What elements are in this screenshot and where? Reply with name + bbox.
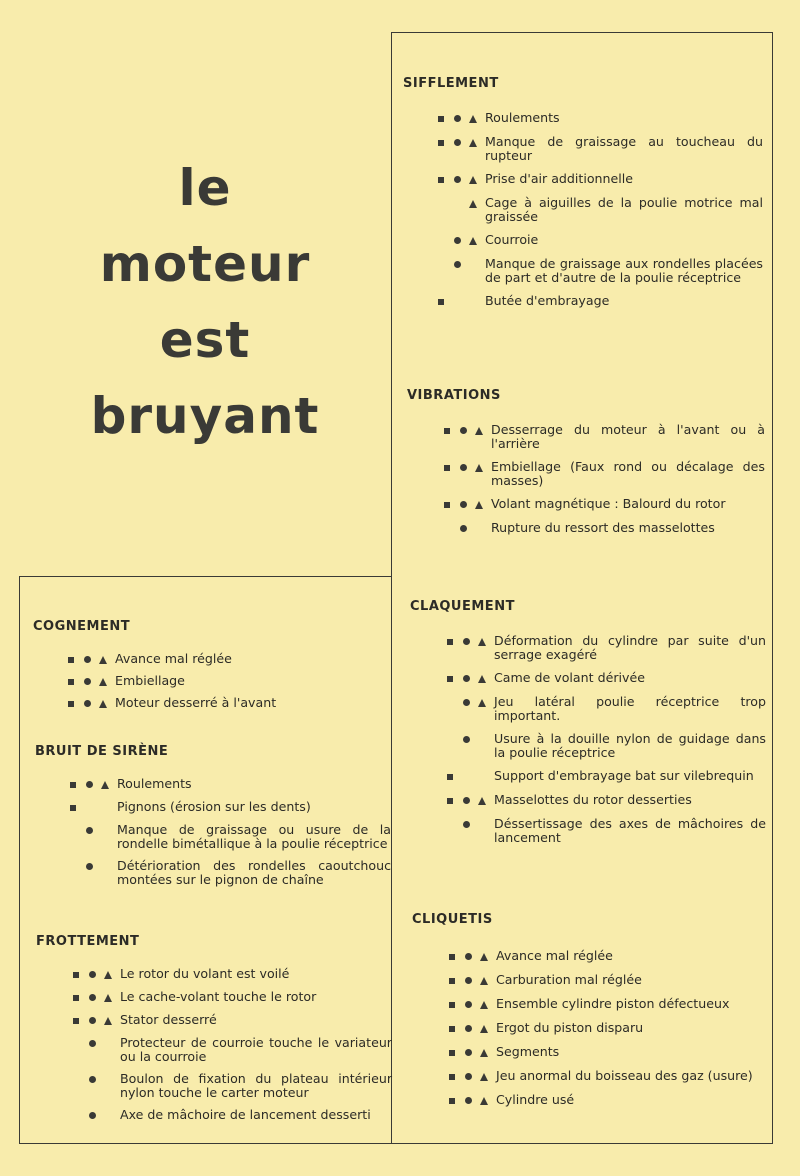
section-cliquetis xyxy=(412,912,768,1117)
section-bruit-de-sirene xyxy=(35,744,391,895)
title-line: est xyxy=(159,311,251,369)
symbol-group xyxy=(433,135,481,150)
triangle-symbol-icon xyxy=(474,695,490,710)
triangle-symbol-icon xyxy=(471,497,487,512)
list-item xyxy=(407,460,765,488)
square-symbol-icon xyxy=(433,294,449,309)
symbol-placeholder xyxy=(458,769,474,784)
item-text: Cylindre usé xyxy=(496,1092,575,1107)
circle-symbol-icon xyxy=(460,997,476,1012)
circle-symbol-icon xyxy=(460,949,476,964)
symbol-group xyxy=(444,973,492,988)
item-text: Embiellage (Faux rond ou décalage des masses) xyxy=(491,459,765,488)
list-item xyxy=(410,695,766,723)
item-text: Cage à aiguilles de la poulie motrice mal graissée xyxy=(485,195,763,224)
item-text: Le rotor du volant est voilé xyxy=(120,966,290,981)
symbol-placeholder xyxy=(474,732,490,747)
symbol-group xyxy=(65,859,113,874)
symbol-group xyxy=(442,695,490,710)
list-item xyxy=(412,1021,768,1036)
symbol-group xyxy=(444,1045,492,1060)
list-item xyxy=(410,634,766,662)
symbol-group xyxy=(442,671,490,686)
circle-symbol-icon xyxy=(79,674,95,689)
circle-symbol-icon xyxy=(81,823,97,838)
circle-symbol-icon xyxy=(458,732,474,747)
list-item xyxy=(33,674,385,689)
triangle-symbol-icon xyxy=(476,1021,492,1036)
list-item xyxy=(410,793,766,808)
item-text: Masselottes du rotor desserties xyxy=(494,792,692,807)
list-item xyxy=(412,997,768,1012)
symbol-placeholder xyxy=(65,859,81,874)
symbol-group xyxy=(65,800,113,815)
symbol-placeholder xyxy=(100,1036,116,1051)
section-heading: CLIQUETIS xyxy=(412,912,493,927)
square-symbol-icon xyxy=(442,671,458,686)
item-text: Prise d'air additionnelle xyxy=(485,171,634,186)
section-vibrations xyxy=(407,388,765,545)
square-symbol-icon xyxy=(444,973,460,988)
circle-symbol-icon xyxy=(460,1093,476,1108)
circle-symbol-icon xyxy=(84,1013,100,1028)
square-symbol-icon xyxy=(68,1013,84,1028)
symbol-group xyxy=(68,990,116,1005)
circle-symbol-icon xyxy=(81,859,97,874)
list-item xyxy=(412,973,768,988)
triangle-symbol-icon xyxy=(97,777,113,792)
item-text: Butée d'embrayage xyxy=(485,293,610,308)
square-symbol-icon xyxy=(65,800,81,815)
triangle-symbol-icon xyxy=(476,997,492,1012)
triangle-symbol-icon xyxy=(465,233,481,248)
item-text: Jeu anormal du boisseau des gaz (usure) xyxy=(496,1068,753,1083)
item-text: Boulon de fixation du plateau intérieur nylon touche le carter moteur xyxy=(120,1071,392,1100)
symbol-placeholder xyxy=(442,695,458,710)
symbol-group xyxy=(442,732,490,747)
triangle-symbol-icon xyxy=(465,135,481,150)
section-heading: SIFFLEMENT xyxy=(403,76,499,91)
item-text: Desserrage du moteur à l'avant ou à l'arrière xyxy=(491,422,765,451)
square-symbol-icon xyxy=(442,769,458,784)
circle-symbol-icon xyxy=(458,817,474,832)
list-item xyxy=(403,294,763,309)
list-item xyxy=(36,967,392,982)
circle-symbol-icon xyxy=(84,1072,100,1087)
circle-symbol-icon xyxy=(449,233,465,248)
item-text: Déssertissage des axes de mâchoires de lancement xyxy=(494,816,766,845)
symbol-group xyxy=(444,997,492,1012)
triangle-symbol-icon xyxy=(465,111,481,126)
square-symbol-icon xyxy=(63,696,79,711)
square-symbol-icon xyxy=(433,111,449,126)
list-item xyxy=(403,257,763,285)
triangle-symbol-icon xyxy=(100,1013,116,1028)
symbol-group xyxy=(439,497,487,512)
square-symbol-icon xyxy=(63,652,79,667)
circle-symbol-icon xyxy=(458,671,474,686)
square-symbol-icon xyxy=(444,997,460,1012)
list-item xyxy=(403,196,763,224)
circle-symbol-icon xyxy=(81,777,97,792)
symbol-group xyxy=(444,1093,492,1108)
circle-symbol-icon xyxy=(449,257,465,272)
circle-symbol-icon xyxy=(84,967,100,982)
item-text: Courroie xyxy=(485,232,539,247)
item-text: Ergot du piston disparu xyxy=(496,1020,644,1035)
symbol-placeholder xyxy=(97,800,113,815)
title-line: bruyant xyxy=(90,387,320,445)
symbol-placeholder xyxy=(449,196,465,211)
item-text: Stator desserré xyxy=(120,1012,217,1027)
triangle-symbol-icon xyxy=(465,196,481,211)
circle-symbol-icon xyxy=(79,652,95,667)
square-symbol-icon xyxy=(63,674,79,689)
symbol-placeholder xyxy=(442,732,458,747)
list-item xyxy=(403,135,763,163)
section-frottement xyxy=(36,934,392,1131)
symbol-group xyxy=(433,233,481,248)
circle-symbol-icon xyxy=(458,695,474,710)
circle-symbol-icon xyxy=(449,111,465,126)
symbol-group xyxy=(433,257,481,272)
symbol-group xyxy=(442,634,490,649)
section-heading: COGNEMENT xyxy=(33,619,131,634)
square-symbol-icon xyxy=(444,1093,460,1108)
page-title xyxy=(40,150,370,454)
circle-symbol-icon xyxy=(460,1021,476,1036)
square-symbol-icon xyxy=(442,634,458,649)
square-symbol-icon xyxy=(68,967,84,982)
triangle-symbol-icon xyxy=(474,634,490,649)
list-item xyxy=(410,817,766,845)
list-item xyxy=(35,800,391,815)
symbol-placeholder xyxy=(81,800,97,815)
section-heading: CLAQUEMENT xyxy=(410,599,515,614)
symbol-group xyxy=(433,196,481,211)
item-text: Le cache-volant touche le rotor xyxy=(120,989,317,1004)
symbol-group xyxy=(63,652,111,667)
item-text: Protecteur de courroie touche le variateur ou la courroie xyxy=(120,1035,392,1064)
symbol-group xyxy=(433,172,481,187)
item-text: Déformation du cylindre par suite d'un serrage exagéré xyxy=(494,633,766,662)
item-text: Carburation mal réglée xyxy=(496,972,642,987)
circle-symbol-icon xyxy=(458,793,474,808)
list-item xyxy=(410,769,766,784)
circle-symbol-icon xyxy=(449,135,465,150)
list-item xyxy=(403,172,763,187)
item-text: Manque de graissage au toucheau du rupteur xyxy=(485,134,763,163)
list-item xyxy=(36,1013,392,1028)
list-item xyxy=(412,1093,768,1108)
symbol-placeholder xyxy=(65,823,81,838)
symbol-placeholder xyxy=(433,257,449,272)
list-item xyxy=(412,1045,768,1060)
symbol-group xyxy=(433,111,481,126)
list-item xyxy=(407,521,765,536)
section-heading: VIBRATIONS xyxy=(407,388,501,403)
square-symbol-icon xyxy=(439,497,455,512)
item-text: Support d'embrayage bat sur vilebrequin xyxy=(494,768,754,783)
list-item xyxy=(410,671,766,686)
symbol-group xyxy=(68,1072,116,1087)
square-symbol-icon xyxy=(65,777,81,792)
square-symbol-icon xyxy=(433,172,449,187)
symbol-placeholder xyxy=(442,817,458,832)
triangle-symbol-icon xyxy=(476,949,492,964)
symbol-group xyxy=(65,777,113,792)
symbol-group xyxy=(433,294,481,309)
triangle-symbol-icon xyxy=(471,423,487,438)
list-item xyxy=(407,497,765,512)
symbol-placeholder xyxy=(100,1108,116,1123)
symbol-group xyxy=(442,769,490,784)
circle-symbol-icon xyxy=(84,1036,100,1051)
item-text: Came de volant dérivée xyxy=(494,670,645,685)
triangle-symbol-icon xyxy=(465,172,481,187)
square-symbol-icon xyxy=(444,1069,460,1084)
triangle-symbol-icon xyxy=(476,973,492,988)
list-item xyxy=(36,1108,392,1123)
circle-symbol-icon xyxy=(460,973,476,988)
list-item xyxy=(35,777,391,792)
item-text: Roulements xyxy=(117,776,192,791)
item-text: Avance mal réglée xyxy=(115,651,232,666)
item-text: Pignons (érosion sur les dents) xyxy=(117,799,311,814)
square-symbol-icon xyxy=(433,135,449,150)
triangle-symbol-icon xyxy=(471,460,487,475)
symbol-group xyxy=(65,823,113,838)
list-item xyxy=(407,423,765,451)
symbol-group xyxy=(444,949,492,964)
circle-symbol-icon xyxy=(79,696,95,711)
triangle-symbol-icon xyxy=(474,671,490,686)
section-heading: FROTTEMENT xyxy=(36,934,140,949)
symbol-placeholder xyxy=(433,196,449,211)
list-item xyxy=(35,859,391,887)
triangle-symbol-icon xyxy=(95,696,111,711)
symbol-group xyxy=(63,696,111,711)
square-symbol-icon xyxy=(439,423,455,438)
symbol-placeholder xyxy=(97,859,113,874)
triangle-symbol-icon xyxy=(100,967,116,982)
circle-symbol-icon xyxy=(460,1069,476,1084)
item-text: Avance mal réglée xyxy=(496,948,613,963)
title-line: moteur xyxy=(99,235,311,293)
symbol-group xyxy=(439,460,487,475)
list-item xyxy=(36,1072,392,1100)
item-text: Embiellage xyxy=(115,673,185,688)
list-item xyxy=(412,1069,768,1084)
item-text: Manque de graissage aux rondelles placées de part et d'autre de la poulie réceptrice xyxy=(485,256,763,285)
triangle-symbol-icon xyxy=(476,1069,492,1084)
list-item xyxy=(412,949,768,964)
symbol-group xyxy=(439,423,487,438)
circle-symbol-icon xyxy=(455,497,471,512)
circle-symbol-icon xyxy=(449,172,465,187)
square-symbol-icon xyxy=(444,1021,460,1036)
item-text: Usure à la douille nylon de guidage dans la poulie réceptrice xyxy=(494,731,766,760)
symbol-placeholder xyxy=(100,1072,116,1087)
list-item xyxy=(36,990,392,1005)
square-symbol-icon xyxy=(68,990,84,1005)
item-text: Jeu latéral poulie réceptrice trop important. xyxy=(494,694,766,723)
triangle-symbol-icon xyxy=(476,1045,492,1060)
list-item xyxy=(35,823,391,851)
item-text: Rupture du ressort des masselottes xyxy=(491,520,715,535)
item-text: Volant magnétique : Balourd du rotor xyxy=(491,496,726,511)
item-text: Segments xyxy=(496,1044,560,1059)
item-text: Moteur desserré à l'avant xyxy=(115,695,277,710)
item-text: Axe de mâchoire de lancement desserti xyxy=(120,1107,371,1122)
symbol-placeholder xyxy=(465,257,481,272)
section-claquement xyxy=(410,599,766,854)
symbol-placeholder xyxy=(439,521,455,536)
symbol-placeholder xyxy=(471,521,487,536)
section-cognement xyxy=(33,619,385,718)
symbol-placeholder xyxy=(433,233,449,248)
list-item xyxy=(403,233,763,248)
triangle-symbol-icon xyxy=(476,1093,492,1108)
section-heading: BRUIT DE SIRÈNE xyxy=(35,744,169,759)
item-text: Ensemble cylindre piston défectueux xyxy=(496,996,730,1011)
symbol-placeholder xyxy=(68,1036,84,1051)
symbol-placeholder xyxy=(97,823,113,838)
title-line: le xyxy=(178,159,232,217)
symbol-group xyxy=(444,1069,492,1084)
circle-symbol-icon xyxy=(84,1108,100,1123)
square-symbol-icon xyxy=(442,793,458,808)
circle-symbol-icon xyxy=(455,423,471,438)
item-text: Détérioration des rondelles caoutchouc montées sur le pignon de chaîne xyxy=(117,858,391,887)
symbol-group xyxy=(68,1013,116,1028)
item-text: Manque de graissage ou usure de la rondelle bimétallique à la poulie réceptrice xyxy=(117,822,391,851)
symbol-placeholder xyxy=(474,769,490,784)
symbol-group xyxy=(68,1108,116,1123)
list-item xyxy=(403,111,763,126)
symbol-placeholder xyxy=(68,1072,84,1087)
list-item xyxy=(33,652,385,667)
triangle-symbol-icon xyxy=(100,990,116,1005)
symbol-group xyxy=(68,967,116,982)
symbol-placeholder xyxy=(465,294,481,309)
symbol-group xyxy=(442,817,490,832)
section-sifflement xyxy=(403,76,763,318)
symbol-group xyxy=(442,793,490,808)
list-item xyxy=(36,1036,392,1064)
list-item xyxy=(410,732,766,760)
symbol-placeholder xyxy=(474,817,490,832)
circle-symbol-icon xyxy=(455,460,471,475)
square-symbol-icon xyxy=(444,1045,460,1060)
symbol-group xyxy=(439,521,487,536)
circle-symbol-icon xyxy=(460,1045,476,1060)
circle-symbol-icon xyxy=(458,634,474,649)
triangle-symbol-icon xyxy=(474,793,490,808)
square-symbol-icon xyxy=(439,460,455,475)
symbol-placeholder xyxy=(449,294,465,309)
square-symbol-icon xyxy=(444,949,460,964)
symbol-placeholder xyxy=(68,1108,84,1123)
item-text: Roulements xyxy=(485,110,560,125)
circle-symbol-icon xyxy=(84,990,100,1005)
circle-symbol-icon xyxy=(455,521,471,536)
list-item xyxy=(33,696,385,711)
symbol-group xyxy=(68,1036,116,1051)
symbol-group xyxy=(63,674,111,689)
triangle-symbol-icon xyxy=(95,674,111,689)
symbol-group xyxy=(444,1021,492,1036)
triangle-symbol-icon xyxy=(95,652,111,667)
